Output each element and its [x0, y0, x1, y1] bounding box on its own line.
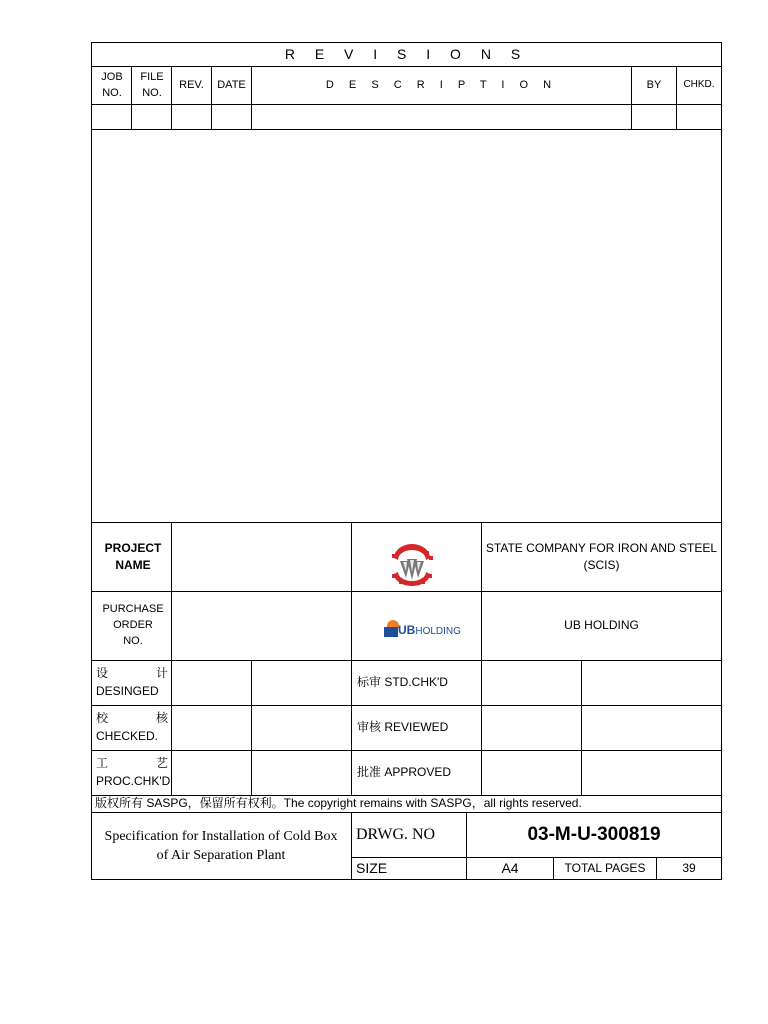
project-name-label: PROJECT NAME — [104, 540, 162, 572]
col-header-by: BY — [646, 78, 662, 91]
company-scis: STATE COMPANY FOR IRON AND STEEL (SCIS) — [485, 540, 718, 572]
company-ub-holding: UB HOLDING — [564, 618, 639, 633]
ub-logo-ub: UB — [398, 623, 416, 637]
size-label: SIZE — [356, 860, 388, 877]
scis-gear-icon — [388, 544, 436, 586]
total-pages-label: TOTAL PAGES — [564, 860, 646, 875]
total-pages-value: 39 — [682, 860, 696, 875]
scis-logo — [388, 544, 436, 586]
col-header-job-no: JOB NO. — [101, 70, 123, 99]
col-header-rev: REV. — [179, 78, 204, 91]
drwg-no-label: DRWG. NO — [356, 826, 436, 844]
drwg-no-value: 03-M-U-300819 — [527, 824, 661, 846]
proc-chkd-label: 工 艺 PROC.CHK'D — [96, 756, 171, 788]
approved-label: 批准 APPROVED — [357, 765, 452, 780]
purchase-order-value — [172, 592, 351, 660]
purchase-order-label: PURCHASE ORDER NO. — [102, 603, 164, 647]
col-header-description: D E S C R I P T I O N — [325, 78, 558, 91]
checked-label: 校 核 CHECKED. — [96, 711, 168, 743]
col-header-file-no: FILE NO. — [140, 70, 164, 99]
ub-holding-logo — [384, 616, 461, 642]
project-name-value — [172, 523, 351, 591]
col-header-date: DATE — [217, 78, 246, 91]
document-title: Specification for Installation of Cold Box of Air Separation Plant — [104, 829, 338, 863]
revisions-title: R E V I S I O N S — [284, 46, 529, 63]
revisions-empty-area — [92, 130, 721, 522]
std-chkd-label: 标审 STD.CHK'D — [357, 675, 448, 690]
ub-logo-holding: HOLDING — [415, 626, 461, 637]
col-header-chkd: CHKD. — [683, 79, 715, 91]
reviewed-label: 审核 REVIEWED — [357, 720, 449, 735]
designed-label: 设 计 DESINGED — [96, 666, 168, 698]
size-value: A4 — [501, 860, 519, 877]
copyright-notice: 版权所有 SASPG，保留所有权利。The copyright remains with SASPG，all rights reserved. — [95, 796, 582, 811]
